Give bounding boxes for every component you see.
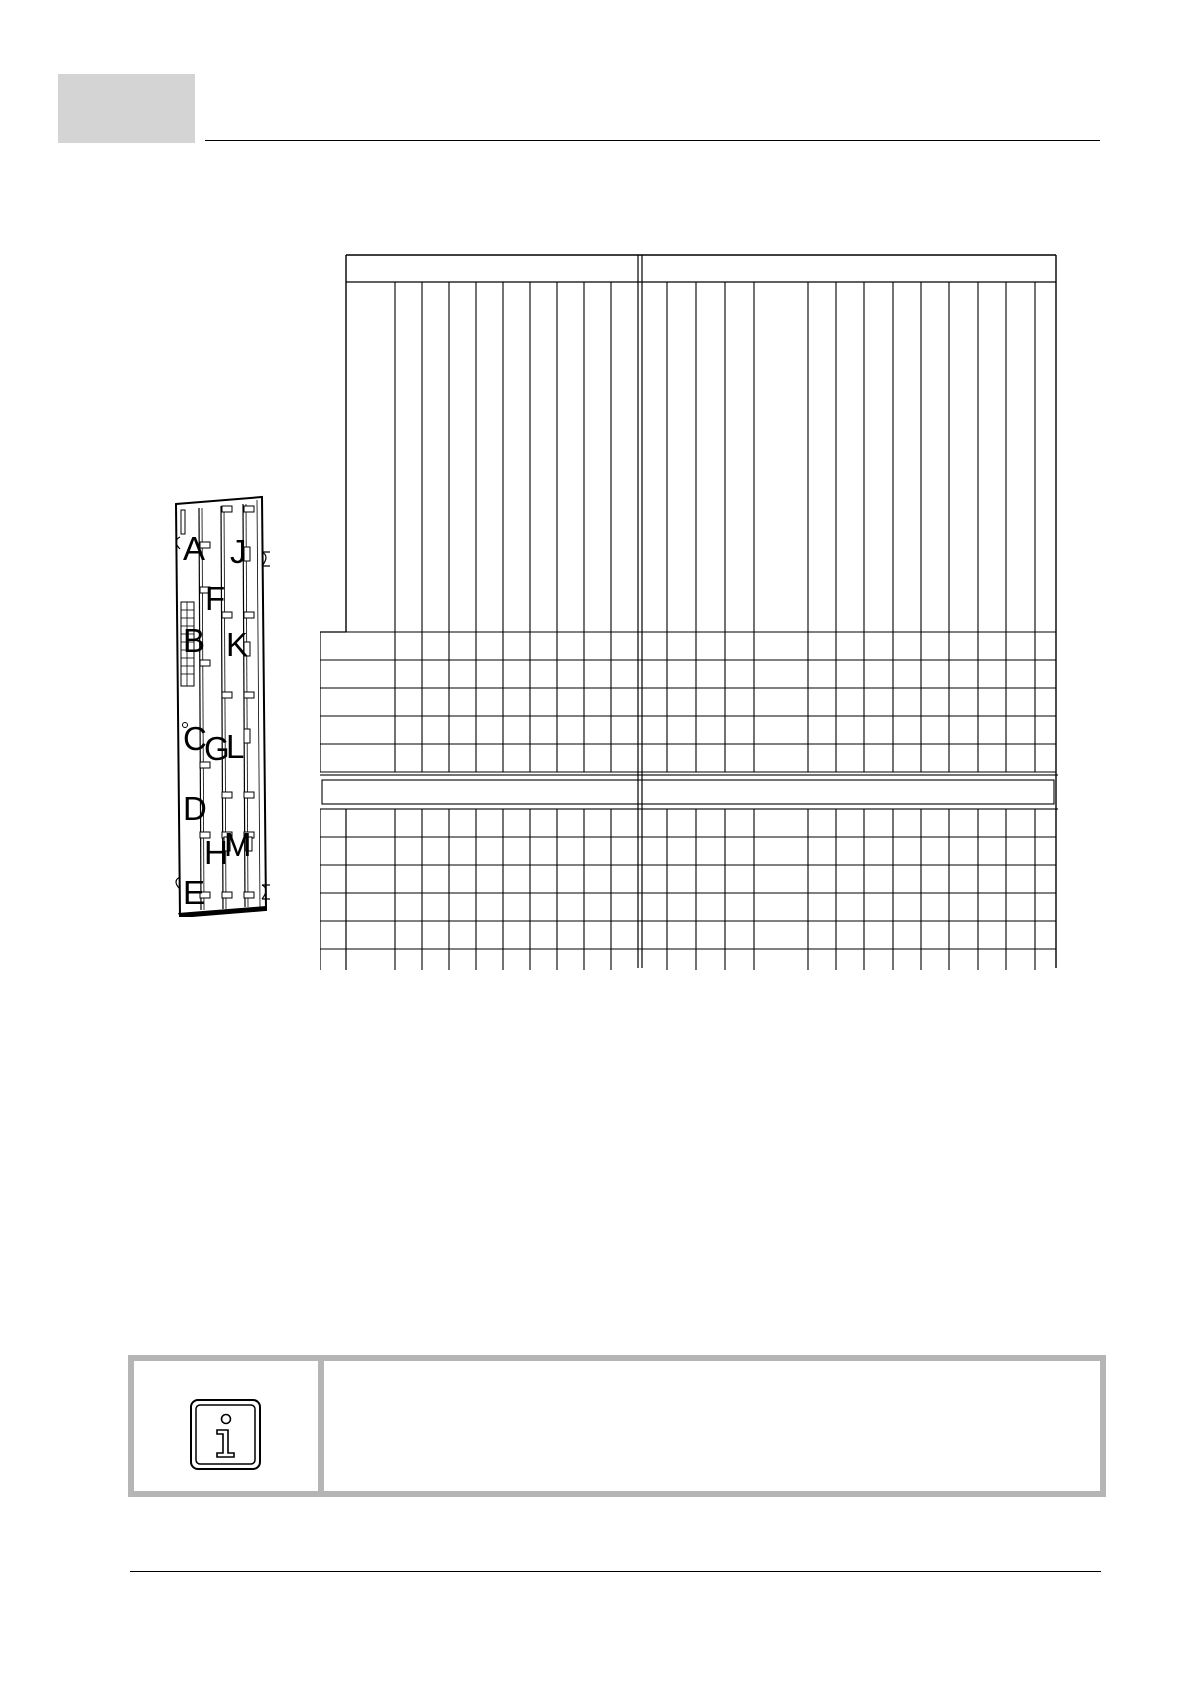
header-rule — [205, 140, 1100, 141]
slot-letter-j: J — [230, 533, 247, 570]
chapter-tab — [58, 74, 195, 143]
slot-letter-c: C — [183, 720, 207, 757]
slot-letter-a: A — [183, 530, 206, 567]
info-box — [128, 1355, 1106, 1497]
slot-letter-l: L — [226, 728, 245, 765]
matrix-grid — [320, 250, 1058, 970]
footer-rule — [130, 1571, 1101, 1572]
info-icon — [189, 1398, 262, 1471]
separator-row-inner — [322, 780, 1054, 804]
slot-letter-g: G — [204, 730, 230, 767]
slot-letter-f: F — [205, 580, 226, 617]
info-text — [344, 1381, 1080, 1471]
slot-letter-k: K — [226, 626, 249, 663]
slot-letter-d: D — [183, 790, 207, 827]
slot-letter-m: M — [224, 826, 252, 863]
slot-letter-h: H — [204, 834, 228, 871]
slot-letter-e: E — [183, 874, 206, 911]
board-illustration — [166, 492, 271, 917]
assignment-matrix — [320, 250, 1058, 970]
info-divider — [318, 1361, 324, 1491]
board-drawing — [166, 492, 271, 917]
slot-letter-b: B — [183, 622, 206, 659]
